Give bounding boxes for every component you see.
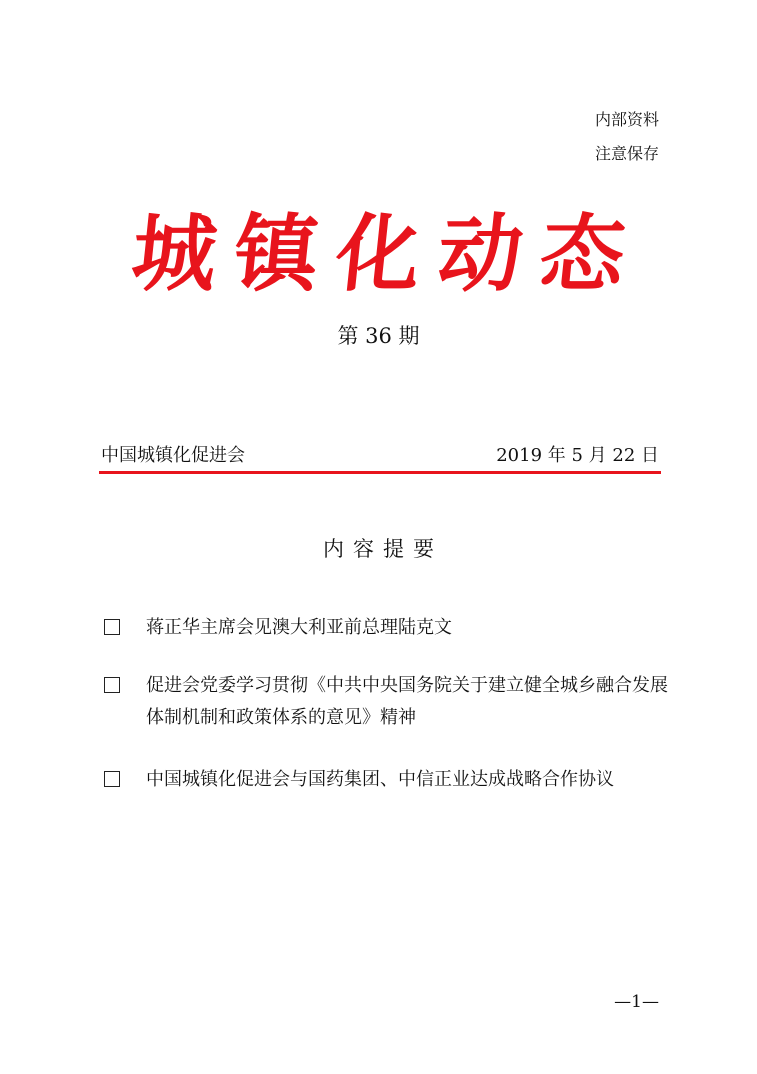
summary-item-text: 蒋正华主席会见澳大利亚前总理陆克文 [146, 617, 452, 638]
publication-date: 2019 年 5 月 22 日 [496, 445, 659, 466]
checkbox-icon [104, 677, 120, 693]
publisher-name: 中国城镇化促进会 [101, 445, 245, 466]
checkbox-icon [104, 619, 120, 635]
summary-heading: 内容提要 [323, 537, 443, 561]
issue-number: 第 36 期 [337, 324, 420, 348]
classification-keep: 注意保存 [594, 144, 659, 163]
summary-item [104, 612, 674, 644]
summary-item [104, 670, 674, 734]
masthead-title: 城镇化动态 [127, 205, 648, 303]
summary-item-text: 中国城镇化促进会与国药集团、中信正业达成战略合作协议 [146, 769, 614, 790]
red-divider [99, 471, 661, 474]
summary-item [104, 764, 674, 796]
summary-item-text: 促进会党委学习贯彻《中共中央国务院关于建立健全城乡融合发展体制机制和政策体系的意见》精神 [146, 675, 668, 728]
page-number: —1— [614, 992, 659, 1012]
checkbox-icon [104, 771, 120, 787]
classification-internal: 内部资料 [594, 110, 659, 129]
